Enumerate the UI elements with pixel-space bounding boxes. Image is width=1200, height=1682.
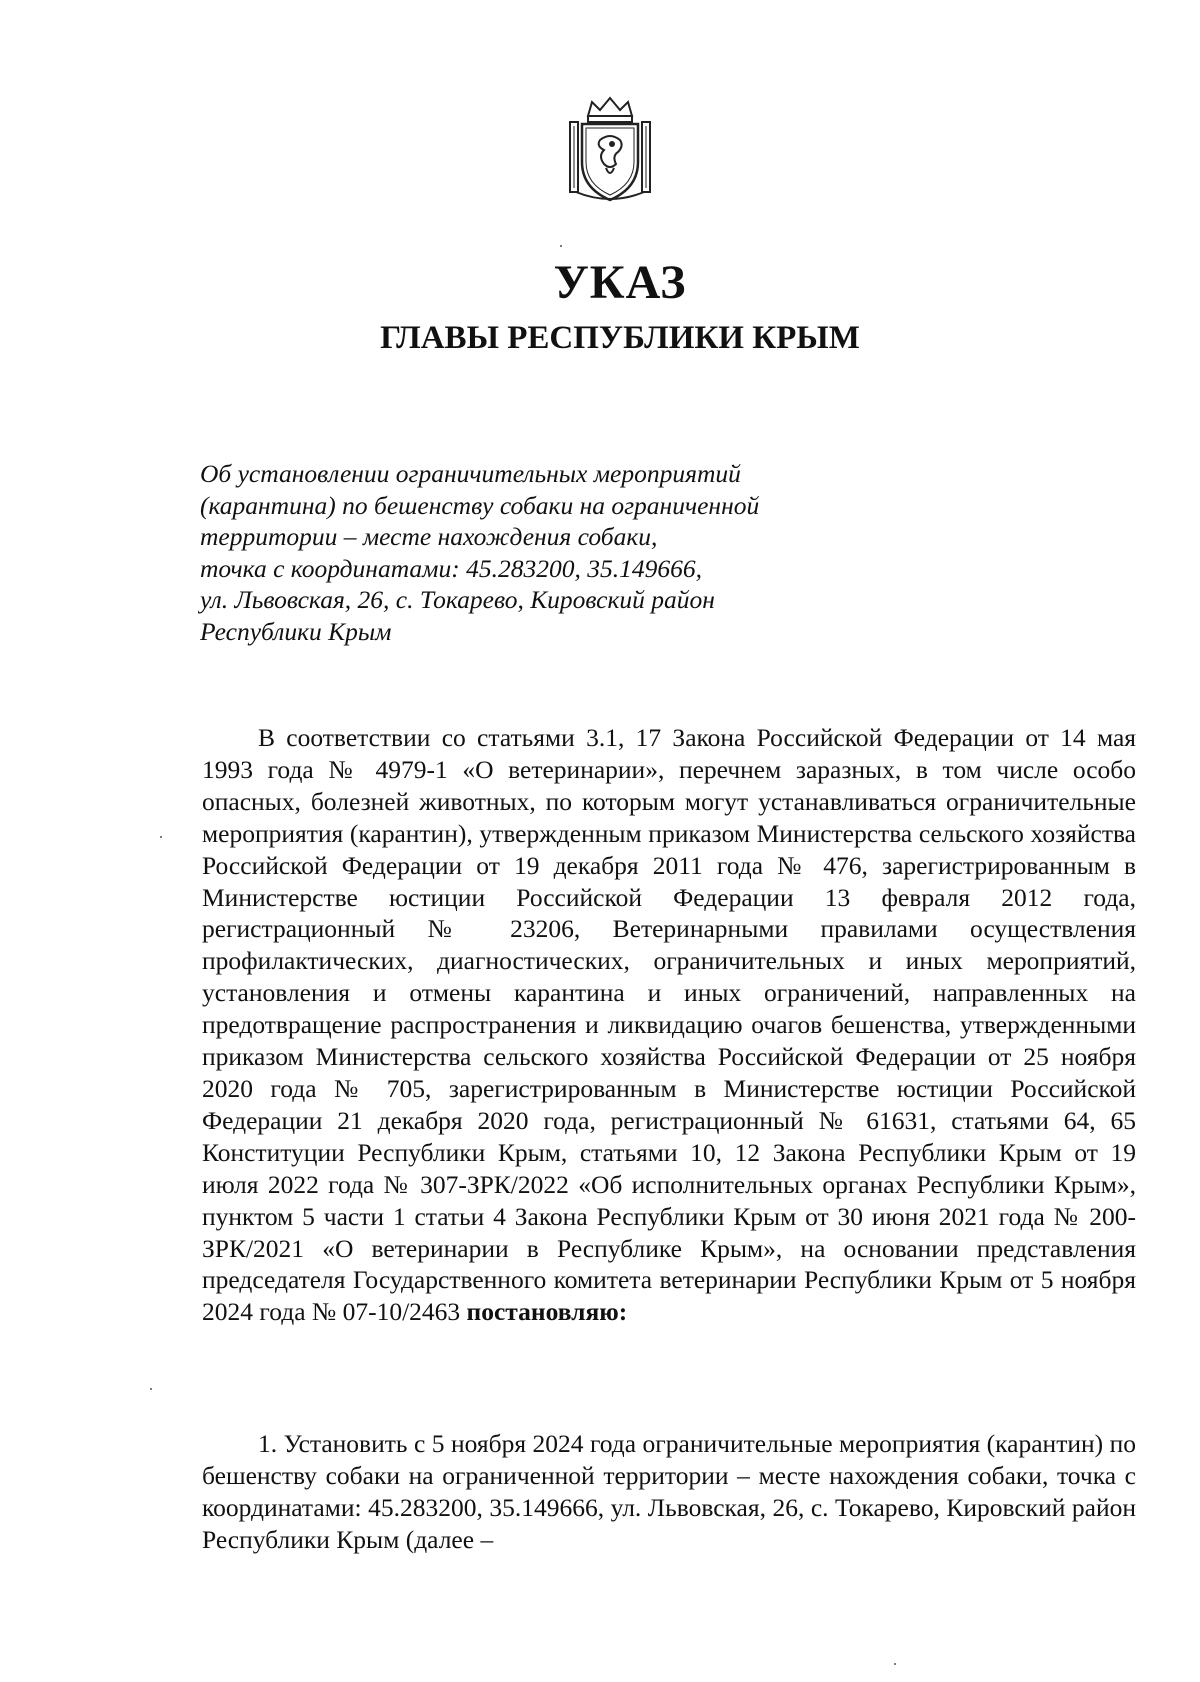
- preamble-text: В соответствии со статьями 3.1, 17 Закона Российской Федерации от 14 мая 1993 года № 4979-1 «О ветеринарии», перечнем заразных, в том числе особо опасных, болезней животных, по которым могут устанавливаться ограничительные мероприятия (карантин), утвержденным приказом Министерства сельского хозяйства Российской Федерации от 19 декабря 2011 года № 476, зарегистрированным в Министерстве юстиции Российской Федерации 13 февраля 2012 года, регистрационный № 23206, Ветеринарными правилами осуществления профилактических, диагностических, ограничительных и иных мероприятий, установления и отмены карантина и иных ограничений, направленных на предотвращение распространения и ликвидацию очагов бешенства, утвержденными приказом Министерства сельского хозяйства Российской Федерации от 25 ноября 2020 года № 705, зарегистрированным в Министерстве юстиции Российской Федерации 21 декабря 2020 года, регистрационный № 61631, статьями 64, 65 Конституции Республики Крым, статьями 10, 12 Закона Республики Крым от 19 июля 2022 года № 307-ЗРК/2022 «Об исполнительных органах Республики Крым», пунктом 5 части 1 статьи 4 Закона Республики Крым от 30 июня 2021 года № 200-ЗРК/2021 «О ветеринарии в Республике Крым», на основании представления председателя Государственного комитета ветеринарии Республики Крым от 5 ноября 2024 года № 07-10/2463: [202, 723, 1136, 1327]
- crimea-coat-of-arms-icon: [566, 96, 654, 206]
- scan-speck: [894, 1663, 896, 1665]
- document-body: [202, 722, 1136, 1328]
- document-title: УКАЗ: [553, 256, 687, 309]
- subject-line: территории – месте нахождения собаки,: [200, 522, 658, 552]
- scan-speck: [160, 836, 162, 838]
- decree-word: постановляю:: [466, 1297, 628, 1327]
- document-subtitle: ГЛАВЫ РЕСПУБЛИКИ КРЫМ: [380, 320, 860, 356]
- scan-speck: [150, 1388, 152, 1390]
- subject-line: Об установлении ограничительных мероприятий: [200, 459, 741, 488]
- subject-line: Республики Крым: [200, 616, 392, 646]
- scan-speck: [560, 245, 562, 247]
- subject-line: (карантина) по бешенству собаки на ограниченной: [200, 490, 760, 520]
- preamble-paragraph: [202, 722, 1136, 1328]
- subject-line: точка с координатами: 45.283200, 35.149666,: [200, 553, 702, 583]
- subject-heading: [200, 458, 840, 648]
- subject-line: ул. Львовская, 26, с. Токарево, Кировский район: [200, 585, 715, 615]
- item-1-paragraph: 1. Установить с 5 ноября 2024 года ограничительные мероприятия (карантин) по бешенству собаки на ограниченной территории – месте нахождения собаки, точка с координатами: 45.283200, 35.149666, ул. Львовская, 26, с. Токарево, Кировский район Республики Крым (далее –: [202, 1429, 1136, 1554]
